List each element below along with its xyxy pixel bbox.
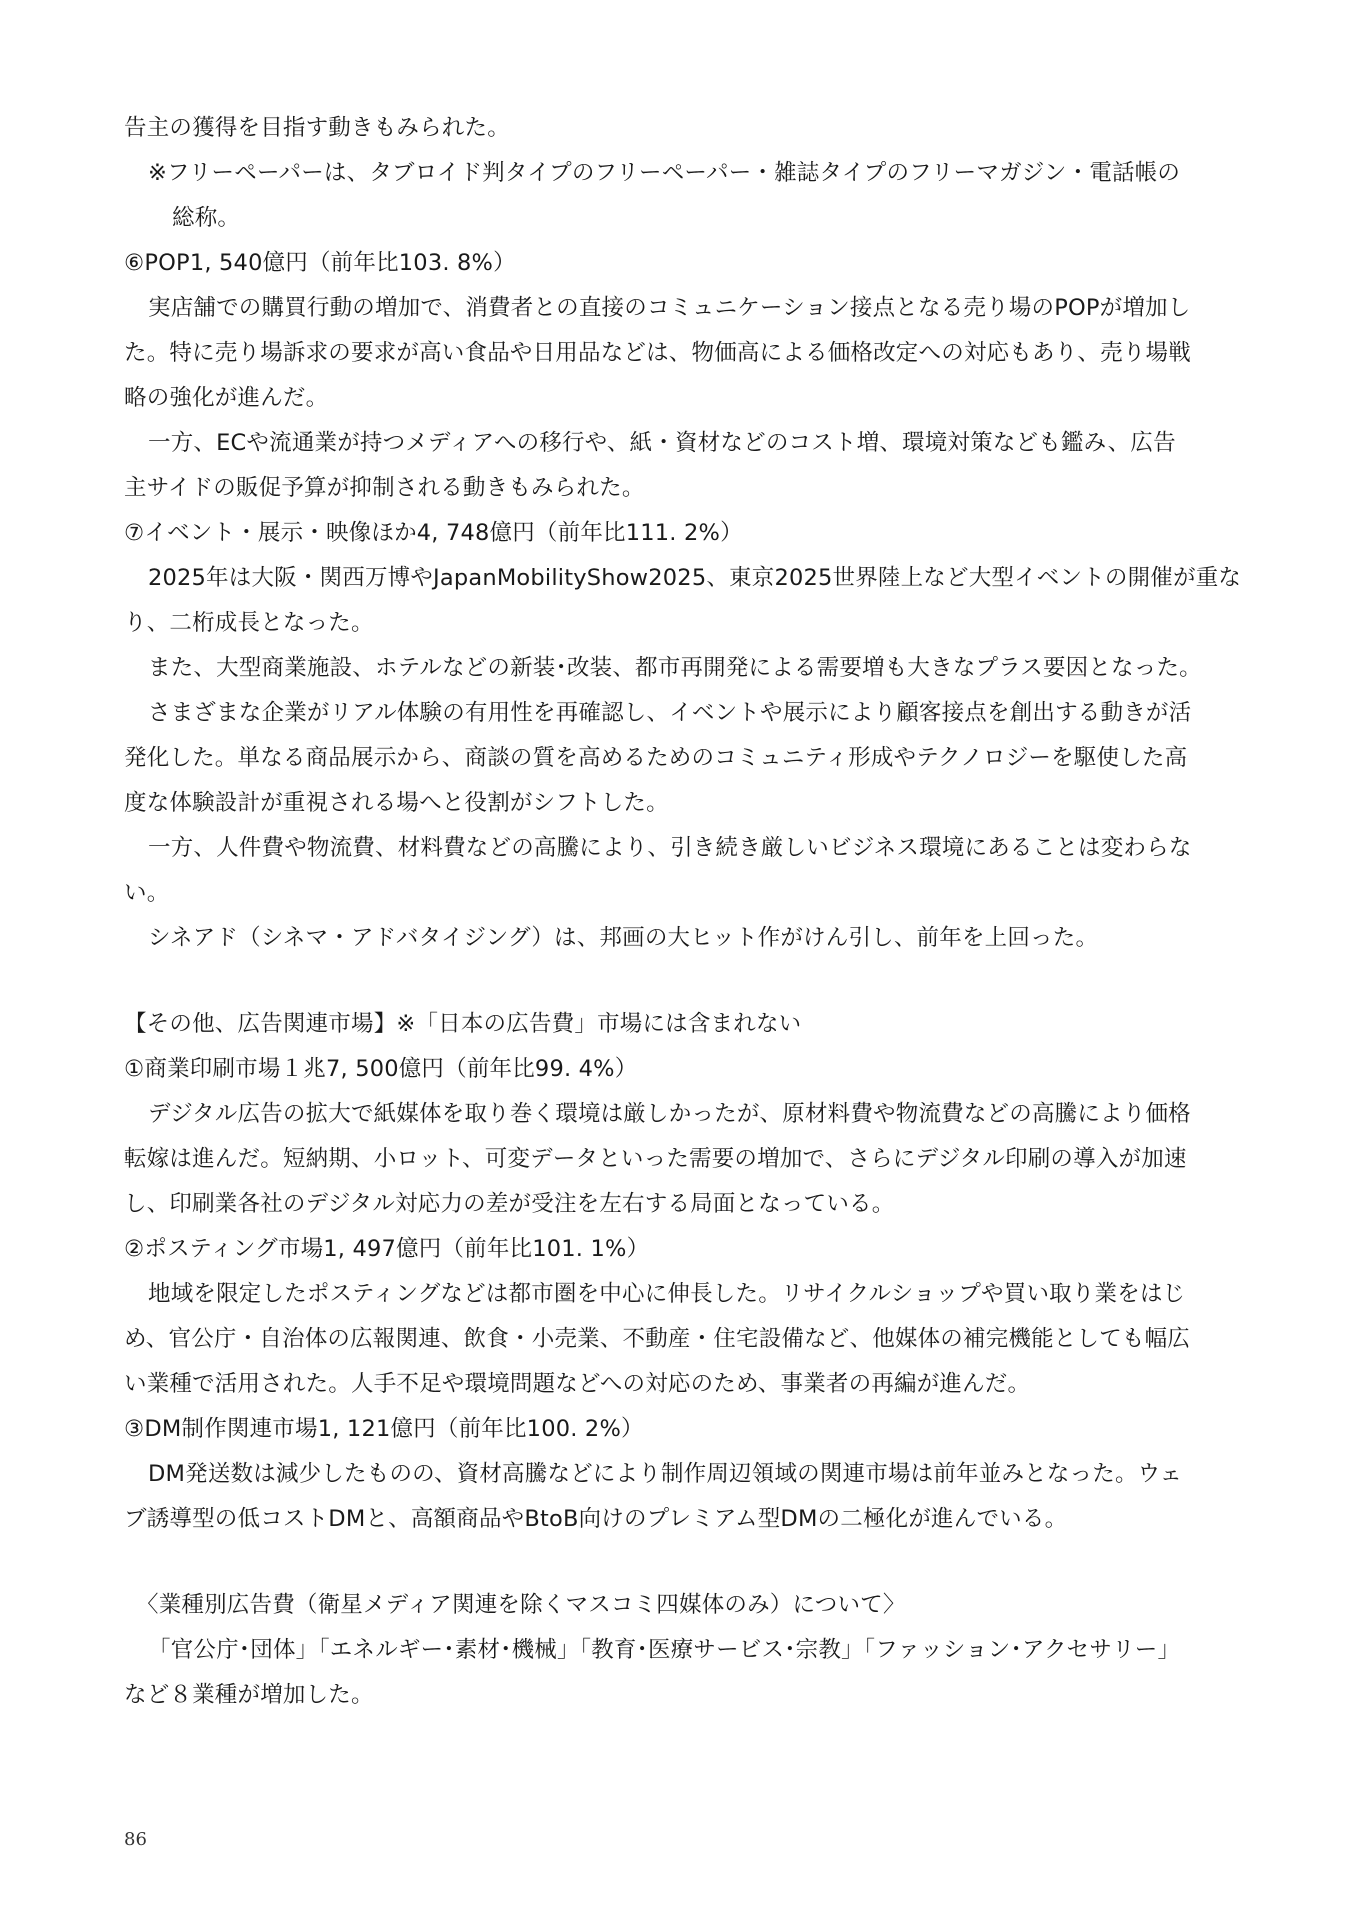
- paragraph-line: め、官公庁・自治体の広報関連、飲食・小売業、不動産・住宅設備など、他媒体の補完機能としても幅広: [124, 1326, 1191, 1352]
- subsection-heading-posting: ②ポスティング市場1, 497億円（前年比101. 1%）: [124, 1236, 650, 1262]
- paragraph-line: 主サイドの販促予算が抑制される動きもみられた。: [124, 475, 645, 501]
- paragraph-line: また、大型商業施設、ホテルなどの新装･改装、都市再開発による需要増も大きなプラス要因となった。: [148, 655, 1202, 681]
- paragraph-line: デジタル広告の拡大で紙媒体を取り巻く環境は厳しかったが、原材料費や物流費などの高騰により価格: [148, 1101, 1191, 1127]
- paragraph-line: り、二桁成長となった。: [124, 610, 374, 636]
- section-heading-pop: ⑥POP1, 540億円（前年比103. 8%）: [124, 250, 516, 276]
- paragraph-line: 一方、人件費や物流費、材料費などの高騰により、引き続き厳しいビジネス環境にあることは変わらな: [148, 835, 1192, 861]
- paragraph-line: シネアド（シネマ・アドバタイジング）は、邦画の大ヒット作がけん引し、前年を上回った。: [148, 925, 1099, 951]
- subsection-heading-commercial-printing: ①商業印刷市場１兆7, 500億円（前年比99. 4%）: [124, 1056, 638, 1082]
- paragraph-line: 一方、ECや流通業が持つメディアへの移行や、紙・資材などのコスト増、環境対策なども鑑み、広告: [148, 430, 1176, 456]
- paragraph-line: 地域を限定したポスティングなどは都市圏を中心に伸長した。リサイクルショップや買い取り業をはじ: [148, 1281, 1186, 1307]
- paragraph-line: 実店舗での購買行動の増加で、消費者との直接のコミュニケーション接点となる売り場のPOPが増加し: [148, 295, 1191, 321]
- paragraph-line: 度な体験設計が重視される場へと役割がシフトした。: [124, 790, 669, 816]
- paragraph-line: 告主の獲得を目指す動きもみられた。: [124, 115, 510, 141]
- subsection-heading-dm: ③DM制作関連市場1, 121億円（前年比100. 2%）: [124, 1416, 644, 1442]
- section-gap: [124, 961, 1254, 1002]
- page-number: 86: [124, 1829, 147, 1850]
- paragraph-line: い業種で活用された。人手不足や環境問題などへの対応のため、事業者の再編が進んだ。: [124, 1371, 1031, 1397]
- section-gap: [124, 1542, 1254, 1583]
- section-heading-industry: 〈業種別広告費（衛星メディア関連を除くマスコミ四媒体のみ）について〉: [136, 1592, 906, 1618]
- note-line: 総称。: [172, 205, 241, 231]
- document-body: [124, 106, 1254, 1718]
- paragraph-line: 「官公庁･団体」「エネルギー･素材･機械」「教育･医療サービス･宗教」「ファッション･アクセサリー」: [148, 1637, 1181, 1663]
- paragraph-line: 2025年は大阪・関西万博やJapanMobilityShow2025、東京2025世界陸上など大型イベントの開催が重な: [148, 565, 1242, 591]
- paragraph-line: 発化した。単なる商品展示から、商談の質を高めるためのコミュニティ形成やテクノロジーを駆使した高: [124, 745, 1188, 771]
- section-heading-other-markets: 【その他、広告関連市場】※「日本の広告費」市場には含まれない: [124, 1011, 802, 1037]
- paragraph-line: 略の強化が進んだ。: [124, 385, 329, 411]
- paragraph-line: さまざまな企業がリアル体験の有用性を再確認し、イベントや展示により顧客接点を創出する動きが活: [148, 700, 1192, 726]
- paragraph-line: ブ誘導型の低コストDMと、高額商品やBtoB向けのプレミアム型DMの二極化が進んでいる。: [124, 1506, 1068, 1532]
- paragraph-line: など８業種が増加した。: [124, 1682, 374, 1708]
- paragraph-line: し、印刷業各社のデジタル対応力の差が受注を左右する局面となっている。: [124, 1191, 895, 1217]
- paragraph-line: い。: [124, 880, 170, 906]
- note-line: ※フリーペーパーは、タブロイド判タイプのフリーペーパー・雑誌タイプのフリーマガジン・電話帳の: [148, 160, 1181, 186]
- paragraph-line: た。特に売り場訴求の要求が高い食品や日用品などは、物価高による価格改定への対応もあり、売り場戦: [124, 340, 1191, 366]
- paragraph-line: 転嫁は進んだ。短納期、小ロット、可変データといった需要の増加で、さらにデジタル印刷の導入が加速: [124, 1146, 1187, 1172]
- paragraph-line: DM発送数は減少したものの、資材高騰などにより制作周辺領域の関連市場は前年並みとなった。ウェ: [148, 1461, 1183, 1487]
- section-heading-event: ⑦イベント・展示・映像ほか4, 748億円（前年比111. 2%）: [124, 520, 743, 546]
